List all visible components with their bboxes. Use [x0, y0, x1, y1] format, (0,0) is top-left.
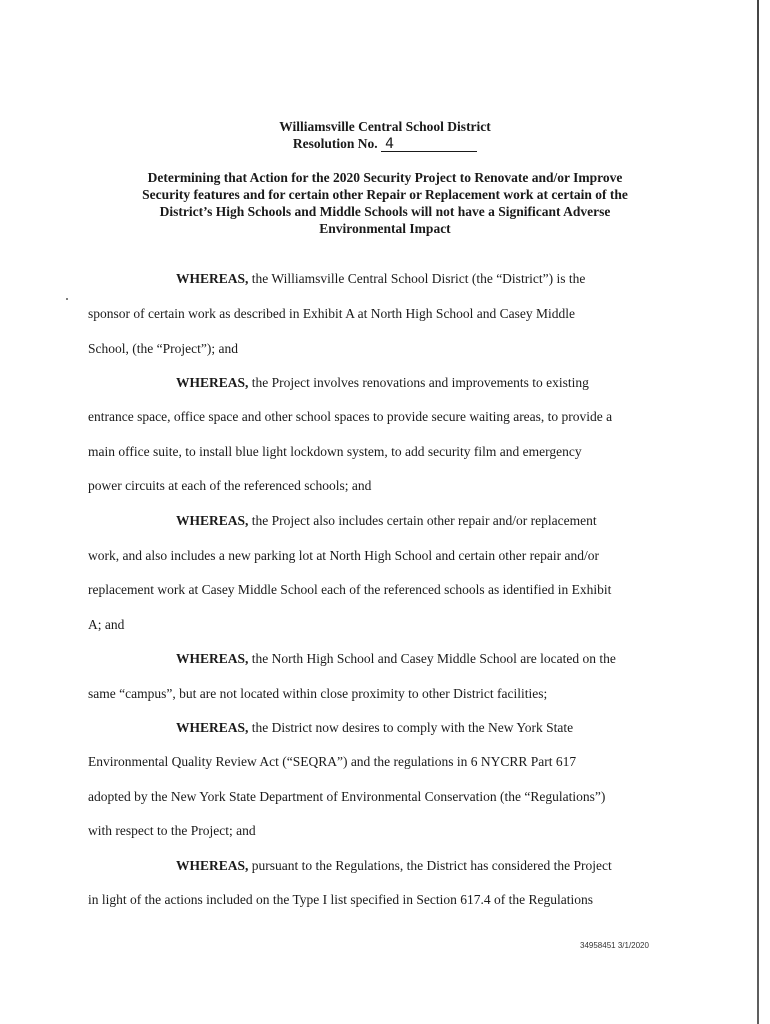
paragraph-line: in light of the actions included on the Type I list specified in Section 617.4 of the Regulations [88, 892, 593, 907]
heading-line: Security features and for certain other Repair or Replacement work at certain of the [142, 187, 628, 202]
resolution-label: Resolution No. [292, 136, 378, 151]
paragraph-line: School, (the “Project”); and [88, 341, 238, 356]
paragraph-line: Environmental Quality Review Act (“SEQRA”) and the regulations in 6 NYCRR Part 617 [88, 754, 577, 769]
whereas-lead: WHEREAS, [176, 720, 249, 735]
district-title: Williamsville Central School District [279, 119, 491, 134]
paragraph-line: adopted by the New York State Department of Environmental Conservation (the “Regulations”) [88, 789, 606, 804]
paragraph-line: main office suite, to install blue light lockdown system, to add security film and emergency [88, 444, 582, 459]
paragraph-line: work, and also includes a new parking lot at North High School and certain other repair and/or [88, 548, 599, 563]
paragraph-first-line [176, 858, 612, 874]
document-id-footer: 34958451 3/1/2020 [580, 941, 649, 950]
paragraph-line: entrance space, office space and other school spaces to provide secure waiting areas, to provide a [88, 409, 613, 424]
paragraph-line: sponsor of certain work as described in Exhibit A at North High School and Casey Middle [88, 306, 576, 321]
resolution-heading [100, 169, 670, 237]
heading-line: Environmental Impact [319, 221, 451, 236]
paragraph-text: the Project also includes certain other repair and/or replacement [251, 513, 597, 528]
paragraph-text: the Project involves renovations and improvements to existing [251, 375, 589, 390]
resolution-number: 4 [381, 137, 477, 152]
scan-edge-line [757, 0, 759, 1024]
paragraph-first-line [176, 513, 597, 529]
whereas-lead: WHEREAS, [176, 858, 249, 873]
paragraph-line: power circuits at each of the referenced schools; and [88, 478, 372, 493]
paragraph-first-line [176, 375, 589, 391]
paragraph-line: with respect to the Project; and [88, 823, 256, 838]
whereas-lead: WHEREAS, [176, 651, 249, 666]
paragraph-line: replacement work at Casey Middle School each of the referenced schools as identified in Exhibit [88, 582, 612, 597]
paragraph-text: pursuant to the Regulations, the District has considered the Project [251, 858, 612, 873]
paragraph-text: the Williamsville Central School Disrict (the “District”) is the [251, 271, 586, 286]
paragraph-text: the District now desires to comply with the New York State [251, 720, 574, 735]
scan-speck [66, 298, 68, 300]
paragraph-line: same “campus”, but are not located within close proximity to other District facilities; [88, 686, 548, 701]
heading-line: Determining that Action for the 2020 Security Project to Renovate and/or Improve [147, 170, 623, 185]
paragraph-first-line [176, 720, 573, 736]
whereas-lead: WHEREAS, [176, 513, 249, 528]
heading-line: District’s High Schools and Middle Schools will not have a Significant Adverse [159, 204, 611, 219]
paragraph-first-line [176, 271, 585, 287]
whereas-lead: WHEREAS, [176, 271, 249, 286]
paragraph-first-line [176, 651, 616, 667]
paragraph-line: A; and [88, 617, 125, 632]
paragraph-text: the North High School and Casey Middle School are located on the [251, 651, 616, 666]
resolution-line [0, 135, 770, 152]
whereas-lead: WHEREAS, [176, 375, 249, 390]
